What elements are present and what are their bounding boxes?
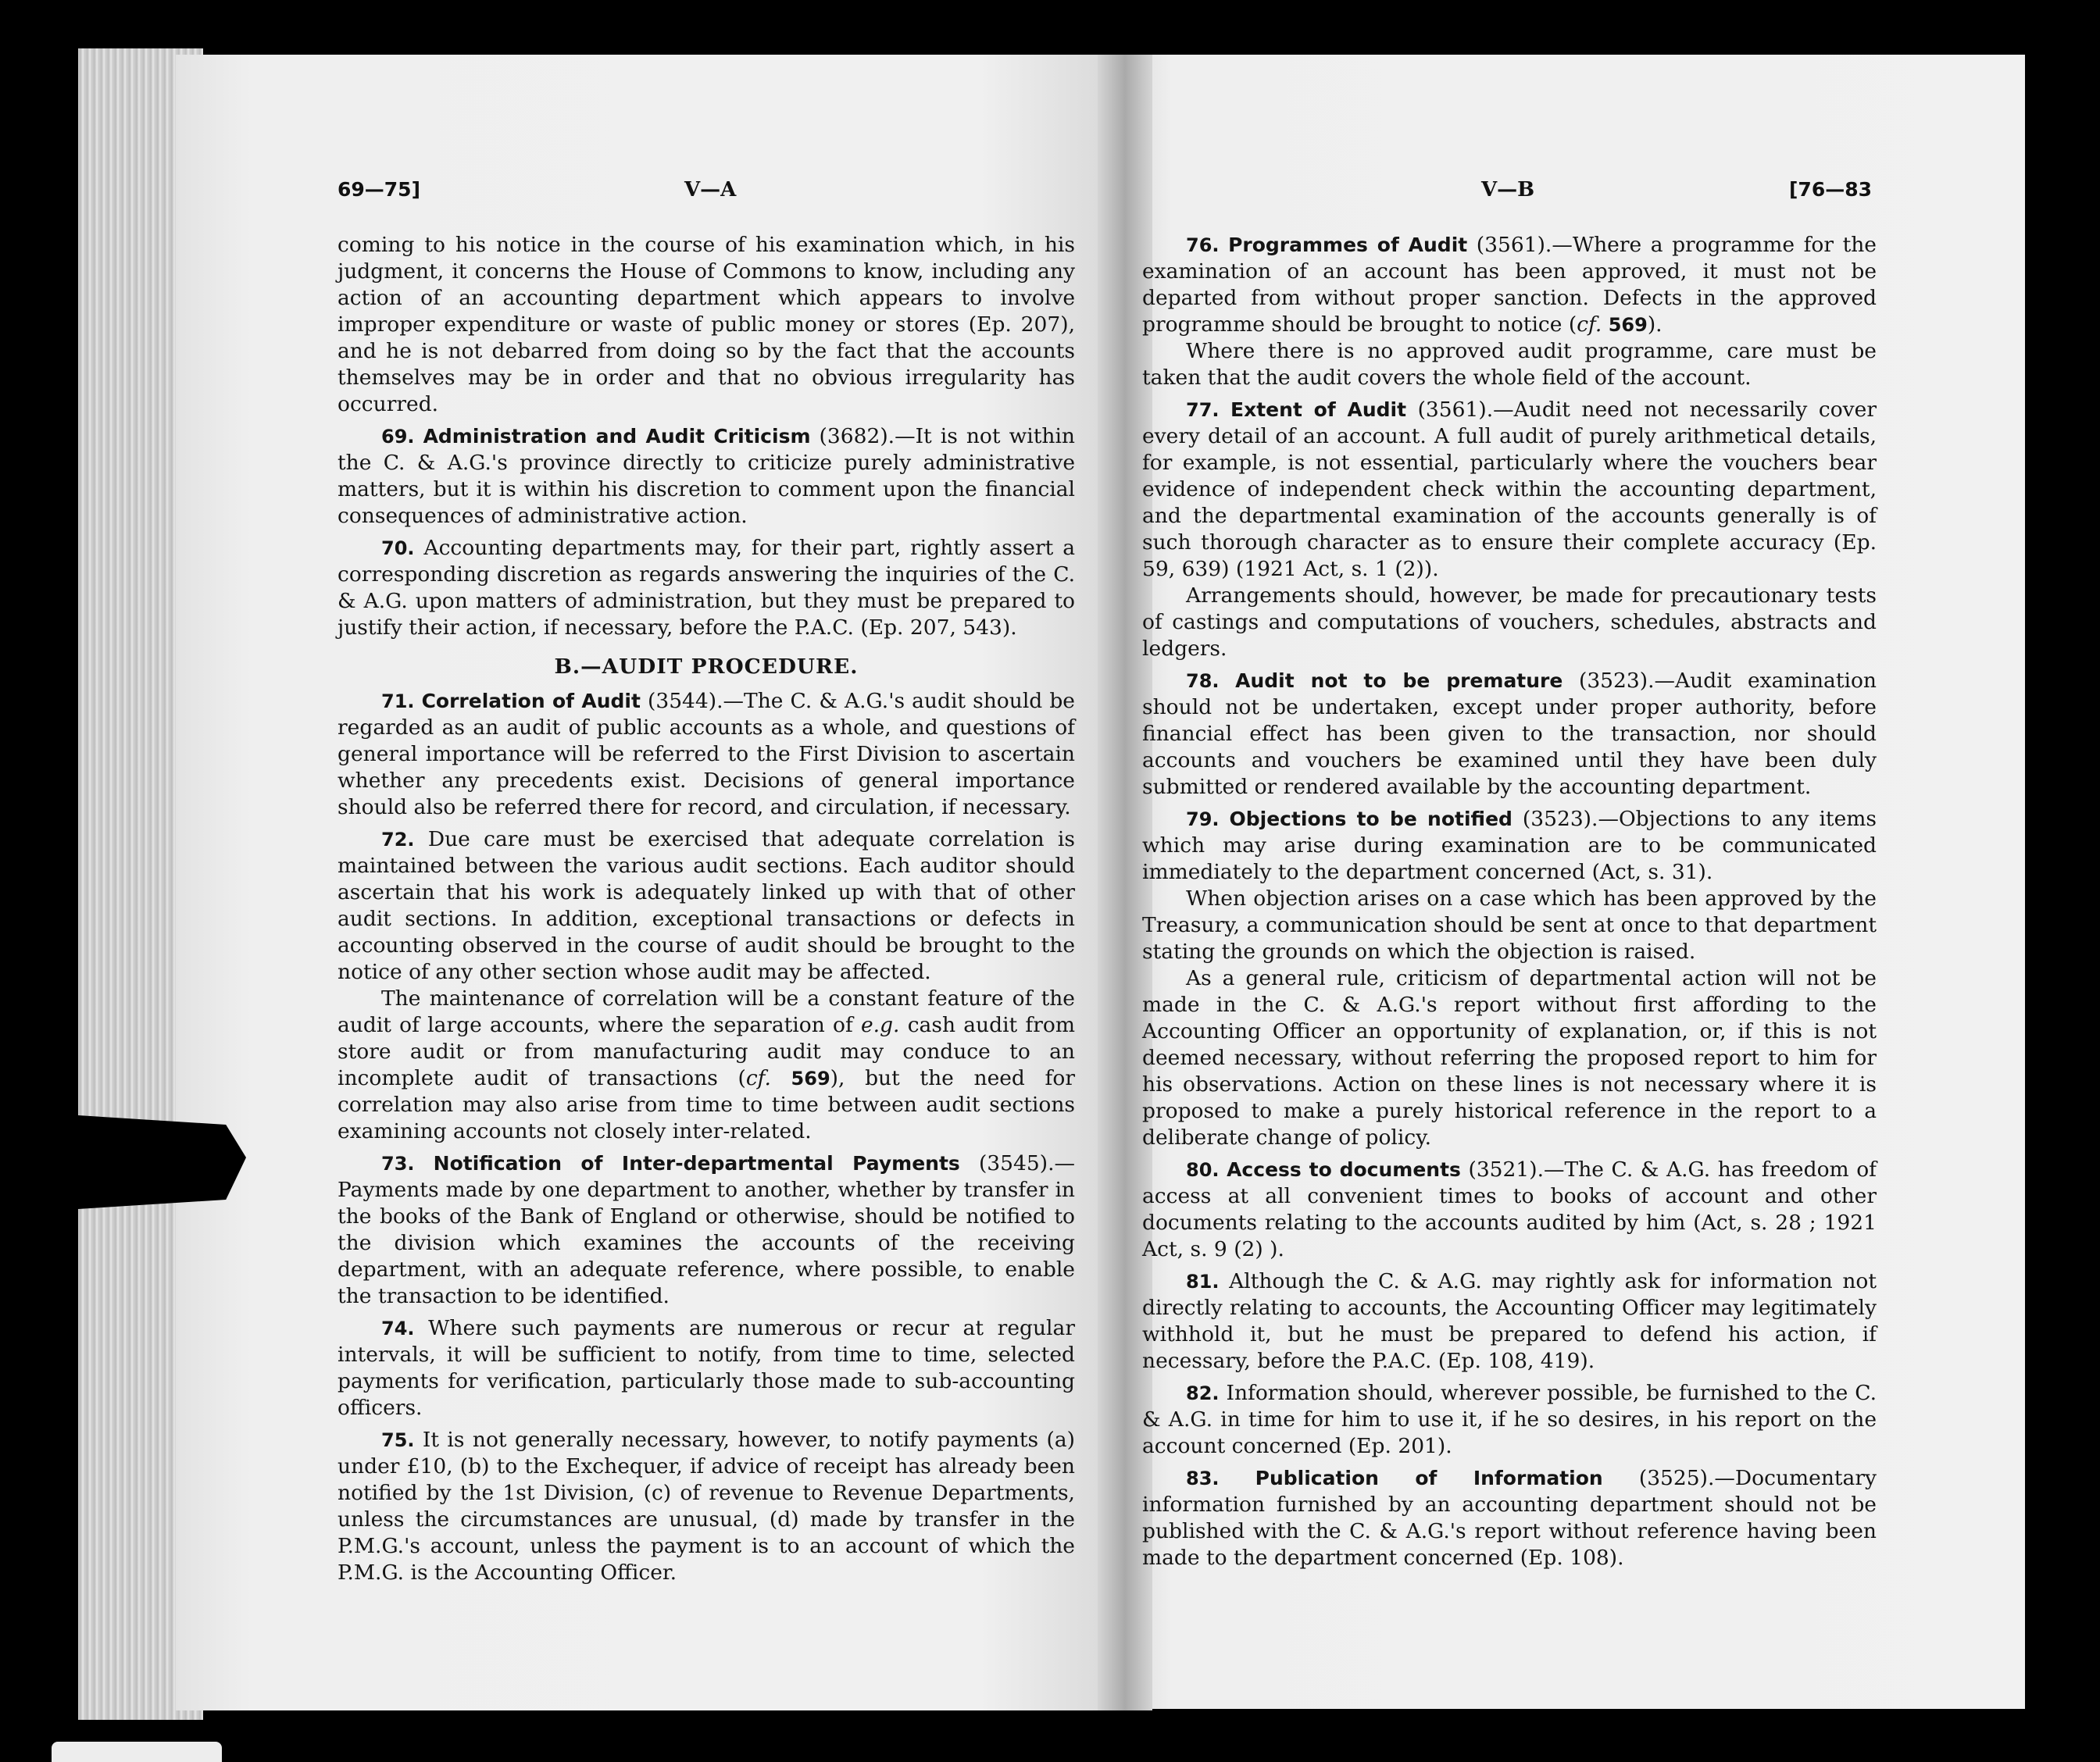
paragraph-number: 78.: [1186, 670, 1220, 692]
paragraph-69: [338, 423, 1075, 530]
paragraph-title: Administration and Audit Criticism: [423, 425, 811, 448]
paragraph-number: 77.: [1186, 399, 1220, 421]
paragraph-81: [1142, 1268, 1877, 1375]
paragraph-number: 83.: [1186, 1468, 1220, 1489]
paragraph-body: Information should, wherever possible, be furnished to the C. & A.G. in time for him to use it, if he so desires, in his report on the account concerned (Ep. 201).: [1142, 1381, 1877, 1458]
right-text-column: [1142, 232, 1877, 1571]
paragraph-body: Due care must be exercised that adequate correlation is maintained between the various audit sections. Each auditor should ascertain that his work is adequately linked up with that of other audit sections. In addition, exceptional transactions or defects in accounting observed in the course of audit should be brought to the notice of any other section whose audit may be affected.: [338, 827, 1075, 984]
paragraph-79: [1142, 806, 1877, 886]
paragraph-body: (3523).—Audit examination should not be undertaken, except under proper authority, before financial effect has been given to the transaction, nor should accounts and vouchers be examined until they have been duly submitted or rendered available by the accounting department.: [1142, 669, 1877, 799]
thumb-tab-mark: [78, 1115, 246, 1209]
paragraph-number: 79.: [1186, 808, 1220, 830]
right-page-section: V—B: [1481, 178, 1535, 202]
paragraph-80: [1142, 1157, 1877, 1263]
paragraph-body: (3544).—The C. & A.G.'s audit should be regarded as an audit of public accounts as a whole, and questions of general importance will be referred to the First Division to ascertain whether any precedents exist. Decisions of general importance should also be referred there for record, and circulation, if necessary.: [338, 689, 1075, 819]
bold-reference: 569: [1602, 314, 1648, 336]
paragraph-body: (3561).—Audit need not necessarily cover every detail of an account. A full audit of purely arithmetical details, for example, is not essential, particularly where the vouchers bear evidence of independent check within the accounting department, and the departmental examination of the accounts generally is of such thorough character as to ensure their complete accuracy (Ep. 59, 639) (1921 Act, s. 1 (2)).: [1142, 398, 1877, 581]
left-page-section: V—A: [684, 178, 737, 202]
paragraph-79-continued-2: As a general rule, criticism of departmental action will not be made in the C. & A.G.'s report without first affording to the Accounting Officer an opportunity of explanation, or, if this is not deemed necessary, without referring the proposed report to him for his observations. Action on these lines is not necessary where it is proposed to make a purely historical reference in the report to a deliberate change of policy.: [1142, 966, 1877, 1150]
paragraph-number: 69.: [381, 426, 415, 448]
paragraph-title: Programmes of Audit: [1228, 234, 1468, 256]
paragraph-body: Although the C. & A.G. may rightly ask for information not directly relating to accounts, the Accounting Officer may legitimately withhold it, but he must be prepared to defend his action, if necessary, before the P.A.C. (Ep. 108, 419).: [1142, 1269, 1877, 1373]
paragraph-83: [1142, 1465, 1877, 1571]
paragraph-74: [338, 1315, 1075, 1421]
paragraph-body: (3521).—The C. & A.G. has freedom of access at all convenient times to books of account and other documents relating to the accounts audited by him (Act, s. 28 ; 1921 Act, s. 9 (2) ).: [1142, 1157, 1877, 1261]
text-run: ).: [1647, 312, 1662, 337]
paragraph-body: (3545).—Payments made by one department to another, whether by transfer in the books of the Bank of England or otherwise, should be notified to the division which examines the accounts of the receiving department, with an adequate reference, where possible, to enable the transaction to be identified.: [338, 1151, 1075, 1308]
paragraph-body: (3682).—It is not within the C. & A.G.'s province directly to criticize purely administrative matters, but it is within his discretion to comment upon the financial consequences of administrative action.: [338, 424, 1075, 528]
paragraph-number: 72.: [381, 829, 415, 851]
paragraph-78: [1142, 668, 1877, 801]
paragraph-76: [1142, 232, 1877, 338]
paragraph-number: 82.: [1186, 1382, 1220, 1404]
paragraph-75: [338, 1427, 1075, 1586]
italic-text: cf.: [1577, 312, 1602, 337]
paragraph-title: Audit not to be premature: [1235, 669, 1563, 692]
paragraph-body: (3561).—Where a programme for the examination of an account has been approved, it must not be departed from without proper sanction. Defects in the approved programme should be brought to notice (: [1142, 233, 1877, 337]
right-page-range: [76—83: [1789, 178, 1873, 201]
paragraph-body: (3525).—Documentary information furnished by an accounting department should not be published with the C. & A.G.'s report without reference having been made to the department concerned (Ep. 108).: [1142, 1466, 1877, 1570]
paragraph-body: (3523).—Objections to any items which may arise during examination are to be communicated immediately to the department concerned (Act, s. 31).: [1142, 807, 1877, 884]
paragraph-number: 76.: [1186, 234, 1220, 256]
paragraph-72: [338, 826, 1075, 986]
paragraph-76-continued: Where there is no approved audit programme, care must be taken that the audit covers the whole field of the account.: [1142, 339, 1877, 390]
paragraph-77: [1142, 397, 1877, 583]
paragraph-79-continued: When objection arises on a case which has been approved by the Treasury, a communication should be sent at once to that department stating the grounds on which the objection is raised.: [1142, 886, 1877, 964]
paragraph-body: Accounting departments may, for their part, rightly assert a corresponding discretion as regards answering the inquiries of the C. & A.G. upon matters of administration, but they must be prepared to justify their action, if necessary, before the P.A.C. (Ep. 207, 543).: [338, 536, 1075, 640]
paragraph-title: Access to documents: [1227, 1158, 1461, 1181]
italic-text: e.g.: [860, 1013, 900, 1037]
paragraph-71: [338, 688, 1075, 821]
paragraph-number: 75.: [381, 1429, 415, 1451]
paragraph-body: Where such payments are numerous or recur at regular intervals, it will be sufficient to notify, from time to time, selected payments for verification, particularly those made to sub-accounting officers.: [338, 1316, 1075, 1420]
text-run: The maintenance of correlation will be a constant feature of the audit of large accounts, where the separation of: [338, 986, 1075, 1037]
left-text-column: [338, 232, 1075, 1586]
paragraph-body: It is not generally necessary, however, to notify payments (a) under £10, (b) to the Exchequer, if advice of receipt has already been notified by the 1st Division, (c) of revenue to Revenue Departments, unless the circumstances are unusual, (d) made by transfer in the P.M.G.'s account, unless the payment is to an account of which the P.M.G. is the Accounting Officer.: [338, 1428, 1075, 1585]
paragraph-title: Notification of Inter-departmental Payments: [433, 1152, 960, 1175]
text-run: cash audit from store audit or from manufacturing audit may conduce to an incomplete audit of transactions (: [338, 1013, 1075, 1090]
paragraph-number: 74.: [381, 1318, 415, 1339]
section-heading: B.—AUDIT PROCEDURE.: [554, 655, 859, 679]
paragraph-continued: coming to his notice in the course of his examination which, in his judgment, it concerns the House of Commons to know, including any action of an accounting department which appears to involve improper expenditure or waste of public money or stores (Ep. 207), and he is not debarred from doing so by the fact that the accounts themselves may be in order and that no obvious irregularity has occurred.: [338, 233, 1075, 416]
paragraph-title: Extent of Audit: [1230, 398, 1407, 421]
paragraph-77-continued: Arrangements should, however, be made for precautionary tests of castings and computations of vouchers, schedules, abstracts and ledgers.: [1142, 583, 1877, 661]
paragraph-title: Publication of Information: [1255, 1467, 1603, 1489]
paragraph-number: 73.: [381, 1153, 415, 1175]
paragraph-title: Correlation of Audit: [421, 690, 641, 712]
paragraph-72-continued: [338, 986, 1075, 1145]
paragraph-number: 70.: [381, 537, 415, 559]
paragraph-number: 80.: [1186, 1159, 1220, 1181]
paragraph-title: Objections to be notified: [1229, 808, 1512, 830]
bold-reference: 569: [770, 1068, 830, 1090]
left-page-range: 69—75]: [338, 178, 421, 201]
paragraph-number: 81.: [1186, 1271, 1220, 1293]
text-run: ), but the need for correlation may also arise from time to time between audit sections examining accounts not closely inter-related.: [338, 1066, 1075, 1143]
paragraph-number: 71.: [381, 690, 415, 712]
paragraph-70: [338, 535, 1075, 641]
paragraph-82: [1142, 1380, 1877, 1460]
scan-corner-label: [52, 1742, 222, 1762]
paragraph-73: [338, 1150, 1075, 1310]
italic-text: cf.: [745, 1066, 771, 1090]
